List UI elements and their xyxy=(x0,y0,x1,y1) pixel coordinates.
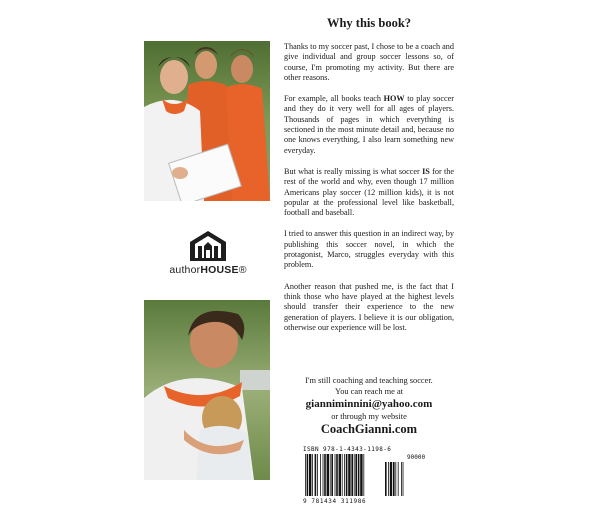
publisher-logo xyxy=(168,230,248,280)
photo-coach-child xyxy=(144,300,270,480)
blurb-paragraph: I tried to answer this question in an indirect way, by publishing this soccer novel, in which the protagonist, Marco, struggles everyday with this problem. xyxy=(284,229,454,270)
addon-bar xyxy=(401,462,402,496)
barcode-bar xyxy=(354,454,355,496)
barcode-bar xyxy=(348,454,350,496)
contact-line-reach: You can reach me at xyxy=(335,387,403,396)
barcode-bar xyxy=(307,454,309,496)
contact-line-coaching: I'm still coaching and teaching soccer. xyxy=(305,376,433,385)
photo-coaches-image xyxy=(144,41,270,201)
publisher-name: authorHOUSE® xyxy=(169,264,247,276)
addon-bar xyxy=(385,462,387,496)
barcode-bar xyxy=(320,454,321,496)
barcode-bar xyxy=(317,454,318,496)
barcode-bar xyxy=(363,454,364,496)
barcode-bar xyxy=(358,454,360,496)
barcode-bar xyxy=(331,454,333,496)
barcode-bar xyxy=(342,454,343,496)
blurb-paragraph: But what is really missing is what soccer IS for the rest of the world and why, even though 17 million Americans play soccer (12 million kids), it is not popular at the professional level like basketball, football and baseball. xyxy=(284,166,454,218)
barcode-bar xyxy=(351,454,353,496)
addon-bar xyxy=(388,462,389,496)
barcode-bar xyxy=(360,454,362,496)
barcode-bar xyxy=(335,454,336,496)
addon-bar xyxy=(403,462,404,496)
isbn-label: ISBN 978-1-4343-1198-6 xyxy=(303,446,392,453)
blurb-paragraph: For example, all books teach HOW to play soccer and they do it very well for all ages of players. Thousands of pages in which everything is sectioned in the most minute detail and, because no one knows everything, I also learn something new everyday. xyxy=(284,94,455,155)
barcode-bar xyxy=(323,454,324,496)
barcode-bar xyxy=(344,454,345,496)
barcode-bar xyxy=(330,454,331,496)
barcode-bar xyxy=(312,454,313,496)
authorhouse-logo-icon xyxy=(188,230,228,262)
barcode-bar xyxy=(336,454,338,496)
barcode-bars xyxy=(305,454,405,498)
barcode-bar xyxy=(324,454,326,496)
contact-website[interactable]: CoachGianni.com xyxy=(320,422,418,436)
photo-coach-child-image xyxy=(144,300,270,480)
isbn-barcode xyxy=(303,446,433,508)
addon-bar xyxy=(393,462,395,496)
price-code: 90000 xyxy=(407,454,426,461)
contact-block xyxy=(284,375,454,437)
contact-line-website: or through my website xyxy=(331,412,407,421)
barcode-bar xyxy=(327,454,329,496)
photo-coaches xyxy=(144,41,270,201)
blurb xyxy=(284,16,454,344)
barcode-bar xyxy=(346,454,348,496)
barcode-bar xyxy=(339,454,341,496)
barcode-bar xyxy=(305,454,306,496)
blurb-paragraph: Thanks to my soccer past, I chose to be a coach and give individual and group soccer lessons so, of course, I'm promoting my activity. But there are other reasons. xyxy=(284,42,454,82)
barcode-bar xyxy=(315,454,317,496)
barcode-bar xyxy=(355,454,357,496)
addon-bar xyxy=(398,462,399,496)
blurb-heading: Why this book? xyxy=(326,16,412,30)
addon-bar xyxy=(395,462,396,496)
ean-digits: 9 781434 311986 xyxy=(303,498,367,505)
blurb-paragraph: Another reason that pushed me, is the fact that I think those who have played at the highest levels should transfer their experience to the new generation of players. I believe it is our obligation, otherwise our experience will be lost. xyxy=(284,281,454,332)
addon-bar xyxy=(390,462,392,496)
contact-email[interactable]: gianniminnini@yahoo.com xyxy=(305,398,433,410)
barcode-bar xyxy=(309,454,311,496)
